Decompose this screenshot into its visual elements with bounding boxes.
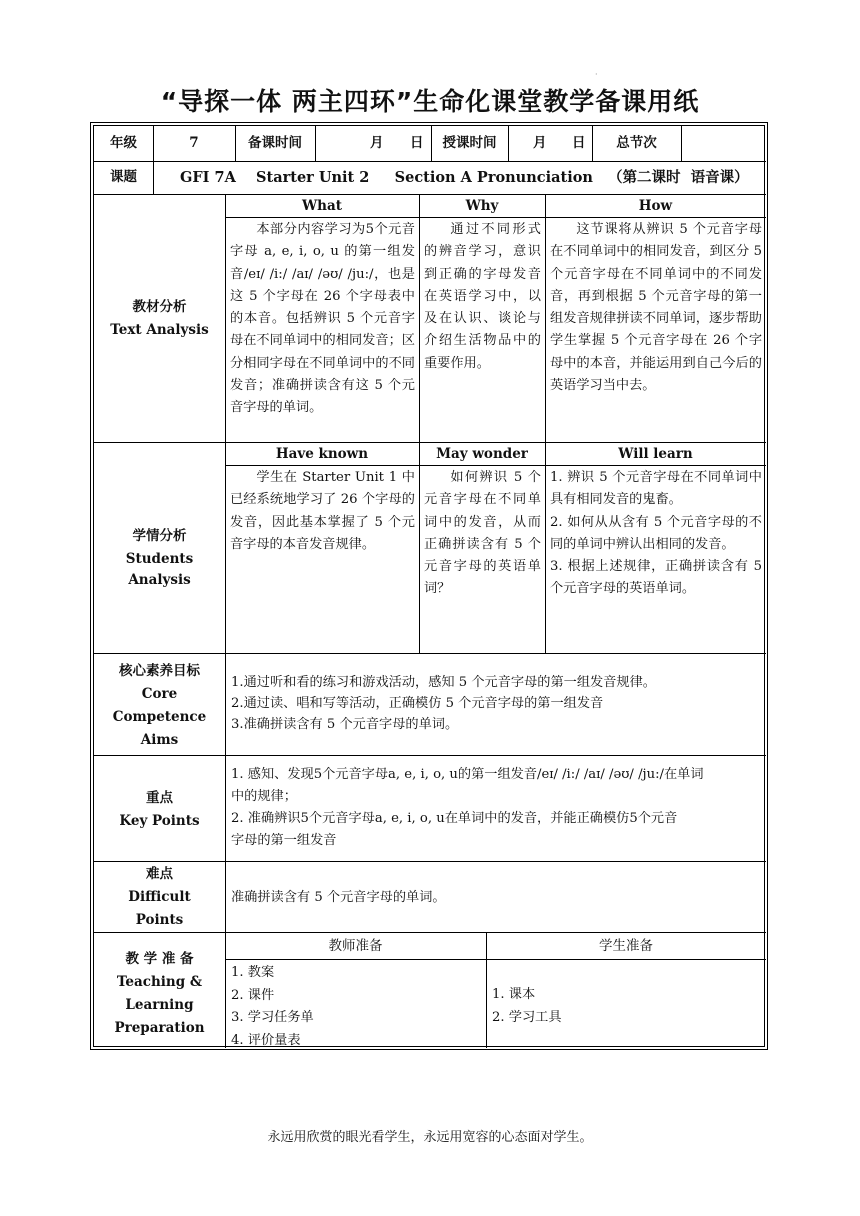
rule bbox=[94, 161, 766, 162]
teacher-prep-item: 4. 评价量表 bbox=[231, 1032, 301, 1048]
rule bbox=[94, 861, 766, 862]
core-aims-label-en: Competence bbox=[112, 709, 207, 725]
table-inner-border bbox=[93, 125, 765, 1047]
student-prep-list bbox=[492, 984, 762, 1029]
may-wonder-header: May wonder bbox=[436, 446, 528, 462]
teacher-prep-header: 教师准备 bbox=[328, 938, 383, 954]
teacher-prep-item: 2. 课件 bbox=[231, 987, 275, 1003]
rule bbox=[94, 653, 766, 654]
preparation-label-en: Teaching & bbox=[116, 974, 203, 990]
footer-motto: 永远用欣赏的眼光看学生，永远用宽容的心态面对学生。 bbox=[267, 1130, 593, 1145]
topic-value: GFI 7A Starter Unit 2 Section A Pronunciation （第二课时 语音课） bbox=[180, 169, 749, 186]
will-learn-header: Will learn bbox=[618, 446, 693, 462]
teach-time-label: 授课时间 bbox=[442, 135, 497, 151]
core-aim-item: 1.通过听和看的练习和游戏活动，感知 5 个元音字母的第一组发音规律。 bbox=[231, 675, 656, 690]
page-title: “导探一体 两主四环”生命化课堂教学备课用纸 bbox=[160, 87, 700, 116]
text-analysis-label-en: Text Analysis bbox=[110, 322, 209, 338]
have-known-text: 学生在 Starter Unit 1 中已经系统地学习了 26 个字母的发音，因此基本掌握了 5 个元音字母的本音发音规律。 bbox=[230, 470, 415, 552]
teacher-prep-item: 3. 学习任务单 bbox=[231, 1010, 314, 1025]
student-prep-item: 1. 课本 bbox=[492, 987, 536, 1002]
preparation-label-cn: 教 学 准 备 bbox=[125, 951, 194, 967]
students-analysis-label-en: Students Analysis bbox=[125, 551, 194, 588]
rule bbox=[545, 442, 546, 653]
students-analysis-label-cn: 学情分析 bbox=[132, 528, 187, 544]
preparation-label-en: Preparation bbox=[114, 1020, 205, 1036]
student-prep-item: 2. 学习工具 bbox=[492, 1009, 562, 1025]
teacher-prep-item: 1. 教案 bbox=[231, 965, 275, 980]
key-point-line: 字母的第一组发音 bbox=[231, 833, 337, 848]
prep-month: 月 bbox=[370, 135, 384, 151]
core-aims-label-cn: 核心素养目标 bbox=[119, 663, 200, 679]
will-learn-item: 2. 如何从从含有 5 个元音字母的不同的单词中辨认出相同的发音。 bbox=[550, 514, 762, 552]
rule bbox=[94, 932, 766, 933]
rule bbox=[315, 126, 316, 161]
teach-month: 月 bbox=[533, 135, 547, 151]
core-aims-label-en: Aims bbox=[140, 732, 179, 748]
will-learn-item: 1. 辨识 5 个元音字母在不同单词中具有相同发音的鬼畜。 bbox=[550, 470, 762, 508]
core-aim-item: 3.准确拼读含有 5 个元音字母的单词。 bbox=[231, 717, 459, 732]
grade-value: 7 bbox=[189, 135, 199, 151]
rule bbox=[419, 442, 420, 653]
prep-day: 日 bbox=[410, 135, 424, 151]
grade-label: 年级 bbox=[110, 135, 137, 151]
teach-day: 日 bbox=[572, 135, 586, 151]
rule bbox=[94, 442, 766, 443]
core-aims-label-en: Core bbox=[141, 686, 178, 702]
core-aims-list bbox=[231, 672, 761, 735]
total-periods-label: 总节次 bbox=[616, 135, 657, 151]
key-point-line: 1. 感知、发现5个元音字母a, e, i, o, u的第一组发音/eɪ/ /i:/ /aɪ/ /əʊ/ /ju:/在单词 bbox=[231, 767, 704, 782]
difficult-label-en: Points bbox=[135, 912, 184, 928]
rule bbox=[94, 755, 766, 756]
why-header: Why bbox=[465, 198, 499, 214]
student-prep-header: 学生准备 bbox=[599, 938, 653, 954]
difficult-label-cn: 难点 bbox=[146, 866, 173, 882]
lesson-plan-table bbox=[90, 122, 768, 1050]
why-text: 通过不同形式的辨音学习，意识到正确的字母发音在英语学习中，以及在认识、谈论与介绍生活物品中的重要作用。 bbox=[424, 222, 541, 371]
have-known-header: Have known bbox=[275, 446, 369, 462]
rule bbox=[419, 194, 420, 442]
will-learn-item: 3. 根据上述规律，正确拼读含有 5 个元音字母的英语单词。 bbox=[550, 559, 762, 597]
rule bbox=[94, 194, 766, 195]
rule bbox=[545, 194, 546, 442]
key-points-label-en: Key Points bbox=[119, 813, 200, 829]
core-aim-item: 2.通过读、唱和写等活动，正确模仿 5 个元音字母的第一组发音 bbox=[231, 696, 604, 711]
rule bbox=[508, 126, 509, 161]
rule bbox=[681, 126, 682, 161]
rule bbox=[225, 465, 766, 466]
difficult-text: 准确拼读含有 5 个元音字母的单词。 bbox=[231, 890, 446, 905]
key-points-label-cn: 重点 bbox=[146, 790, 173, 806]
rule bbox=[225, 194, 226, 1048]
key-points-text bbox=[231, 764, 761, 852]
difficult-label-en: Difficult bbox=[128, 889, 191, 905]
how-header: How bbox=[638, 198, 673, 214]
prep-time-label: 备课时间 bbox=[248, 135, 302, 151]
what-text: 本部分内容学习为5个元音字母 a, e, i, o, u 的第一组发音/eɪ/ /i:/ /aɪ/ /əʊ/ /ju:/，也是这 5 个字母在 26 个字母表中的本音。包括辨识 5 个元音字母在不同单词中的相同发音；区分相同字母在不同单词中的不同发音；准确拼读含有这 5 个元音字母的单词。 bbox=[230, 222, 415, 416]
corner-mark: · bbox=[595, 70, 598, 79]
text-analysis-label-cn: 教材分析 bbox=[132, 299, 187, 315]
rule bbox=[225, 959, 766, 960]
will-learn-list bbox=[550, 467, 762, 601]
topic-label: 课题 bbox=[110, 169, 137, 185]
key-point-line: 2. 准确辨识5个元音字母a, e, i, o, u在单词中的发音，并能正确模仿5个元音 bbox=[231, 811, 678, 826]
rule bbox=[225, 217, 766, 218]
may-wonder-text: 如何辨识 5 个元音字母在不同单词中的发音，从而正确拼读含有 5 个元音字母的英语单词？ bbox=[424, 470, 541, 597]
key-point-line: 中的规律； bbox=[231, 789, 297, 804]
how-text: 这节课将从辨识 5 个元音字母在不同单词中的相同发音，到区分 5 个元音字母在不同单词中的不同发音，再到根据 5 个元音字母的第一组发音规律拼读不同单词，逐步帮助学生掌握 5 个元音字母在 26 个字母中的本音，并能运用到自己今后的英语学习当中去。 bbox=[550, 222, 762, 394]
preparation-label-en: Learning bbox=[125, 997, 194, 1013]
what-header: What bbox=[302, 198, 342, 214]
teacher-prep-list bbox=[231, 962, 481, 1052]
rule bbox=[153, 161, 154, 194]
